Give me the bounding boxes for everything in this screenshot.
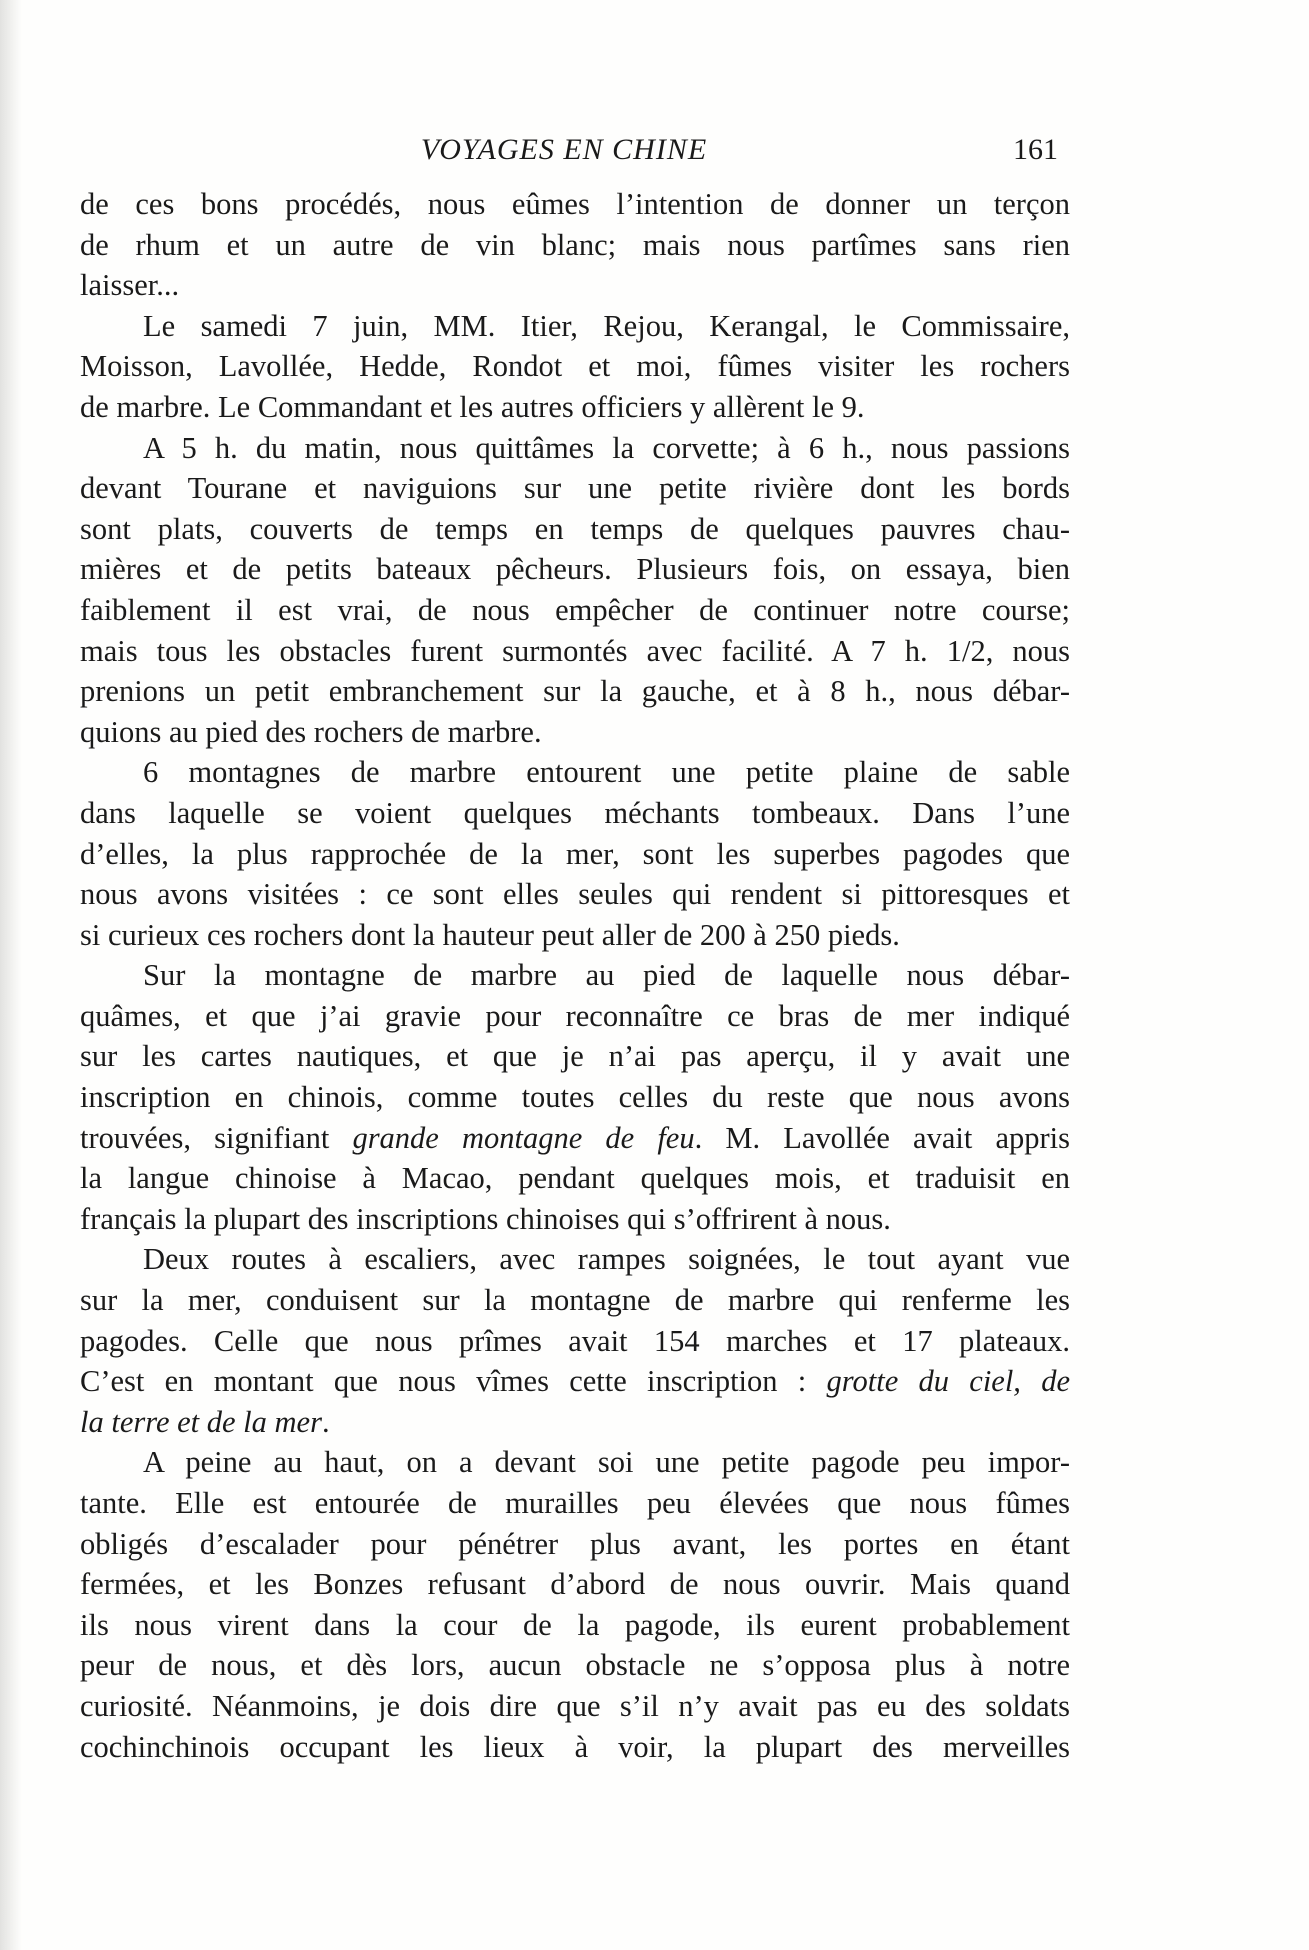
- text-line: inscription en chinois, comme toutes celles du reste que nous avons: [80, 1080, 1070, 1115]
- paragraph: [80, 428, 1070, 753]
- binding-shadow: [0, 0, 22, 1950]
- text-line: Le samedi 7 juin, MM. Itier, Rejou, Kerangal, le Commissaire,: [143, 308, 1070, 343]
- text-line: curiosité. Néanmoins, je dois dire que s’il n’y avait pas eu des soldats: [80, 1688, 1070, 1723]
- text-line: A peine au haut, on a devant soi une petite pagode peu impor-: [143, 1445, 1070, 1480]
- text-line: obligés d’escalader pour pénétrer plus avant, les portes en étant: [80, 1526, 1070, 1561]
- text-line: tante. Elle est entourée de murailles peu élevées que nous fûmes: [80, 1486, 1070, 1520]
- paragraph: [80, 184, 1070, 306]
- text-line: de marbre. Le Commandant et les autres officiers y allèrent le 9.: [80, 389, 865, 424]
- italic-phrase: grotte du ciel, de: [826, 1364, 1070, 1399]
- text-line: C’est en montant que nous vîmes cette inscription : grotte du ciel, de: [80, 1364, 1070, 1399]
- text-line: faiblement il est vrai, de nous empêcher de continuer notre course;: [80, 592, 1070, 627]
- text-line: 6 montagnes de marbre entourent une petite plaine de sable: [143, 755, 1070, 790]
- text-line: quions au pied des rochers de marbre.: [80, 714, 542, 749]
- text-line: laisser...: [80, 268, 180, 303]
- text-line: mières et de petits bateaux pêcheurs. Plusieurs fois, on essaya, bien: [80, 552, 1070, 587]
- text-line: mais tous les obstacles furent surmontés avec facilité. A 7 h. 1/2, nous: [80, 633, 1070, 668]
- text-line: devant Tourane et naviguions sur une petite rivière dont les bords: [80, 471, 1070, 506]
- text-line: si curieux ces rochers dont la hauteur peut aller de 200 à 250 pieds.: [80, 917, 900, 952]
- text-line: Moisson, Lavollée, Hedde, Rondot et moi, fûmes visiter les rochers: [80, 349, 1070, 384]
- paragraph: [80, 955, 1070, 1239]
- text-line: la langue chinoise à Macao, pendant quelques mois, et traduisit en: [80, 1161, 1070, 1196]
- text-line: sont plats, couverts de temps en temps de quelques pauvres chau-: [80, 511, 1070, 546]
- body-text: [80, 184, 1070, 1767]
- paragraph: [80, 306, 1070, 428]
- text-line: français la plupart des inscriptions chinoises qui s’offrirent à nous.: [80, 1201, 891, 1236]
- text-line: cochinchinois occupant les lieux à voir, la plupart des merveilles: [80, 1729, 1070, 1764]
- text-line: Deux routes à escaliers, avec rampes soignées, le tout ayant vue: [143, 1242, 1070, 1277]
- text-line: pagodes. Celle que nous prîmes avait 154 marches et 17 plateaux.: [80, 1323, 1070, 1358]
- text-line: trouvées, signifiant grande montagne de feu. M. Lavollée avait appris: [80, 1120, 1070, 1155]
- italic-phrase: grande montagne de feu: [352, 1120, 695, 1155]
- text-line: ils nous virent dans la cour de la pagode, ils eurent probablement: [80, 1607, 1070, 1642]
- text-line: la terre et de la mer.: [80, 1404, 330, 1439]
- running-head: [80, 126, 1070, 174]
- text-line: de ces bons procédés, nous eûmes l’intention de donner un terçon: [80, 187, 1070, 221]
- text-line: de rhum et un autre de vin blanc; mais nous partîmes sans rien: [80, 227, 1070, 262]
- text-line: nous avons visitées : ce sont elles seules qui rendent si pittoresques et: [80, 877, 1070, 912]
- text-line: dans laquelle se voient quelques méchants tombeaux. Dans l’une: [80, 795, 1070, 830]
- text-line: peur de nous, et dès lors, aucun obstacle ne s’opposa plus à notre: [80, 1648, 1070, 1683]
- paragraph: [80, 752, 1070, 955]
- paragraph: [80, 1239, 1070, 1442]
- text-line: d’elles, la plus rapprochée de la mer, sont les superbes pagodes que: [80, 836, 1070, 871]
- text-line: quâmes, et que j’ai gravie pour reconnaître ce bras de mer indiqué: [80, 998, 1070, 1033]
- italic-phrase: la terre et de la mer: [80, 1404, 322, 1439]
- paragraph: [80, 1442, 1070, 1767]
- text-line: sur la mer, conduisent sur la montagne de marbre qui renferme les: [80, 1283, 1070, 1318]
- running-title: VOYAGES EN CHINE: [420, 133, 708, 166]
- text-line: sur les cartes nautiques, et que je n’ai pas aperçu, il y avait une: [80, 1039, 1070, 1074]
- text-line: A 5 h. du matin, nous quittâmes la corvette; à 6 h., nous passions: [143, 430, 1070, 465]
- page-number: 161: [1013, 133, 1058, 166]
- text-line: fermées, et les Bonzes refusant d’abord de nous ouvrir. Mais quand: [80, 1567, 1070, 1602]
- text-line: Sur la montagne de marbre au pied de laquelle nous débar-: [143, 958, 1070, 993]
- text-line: prenions un petit embranchement sur la gauche, et à 8 h., nous débar-: [80, 674, 1070, 709]
- book-page: [80, 126, 1070, 1767]
